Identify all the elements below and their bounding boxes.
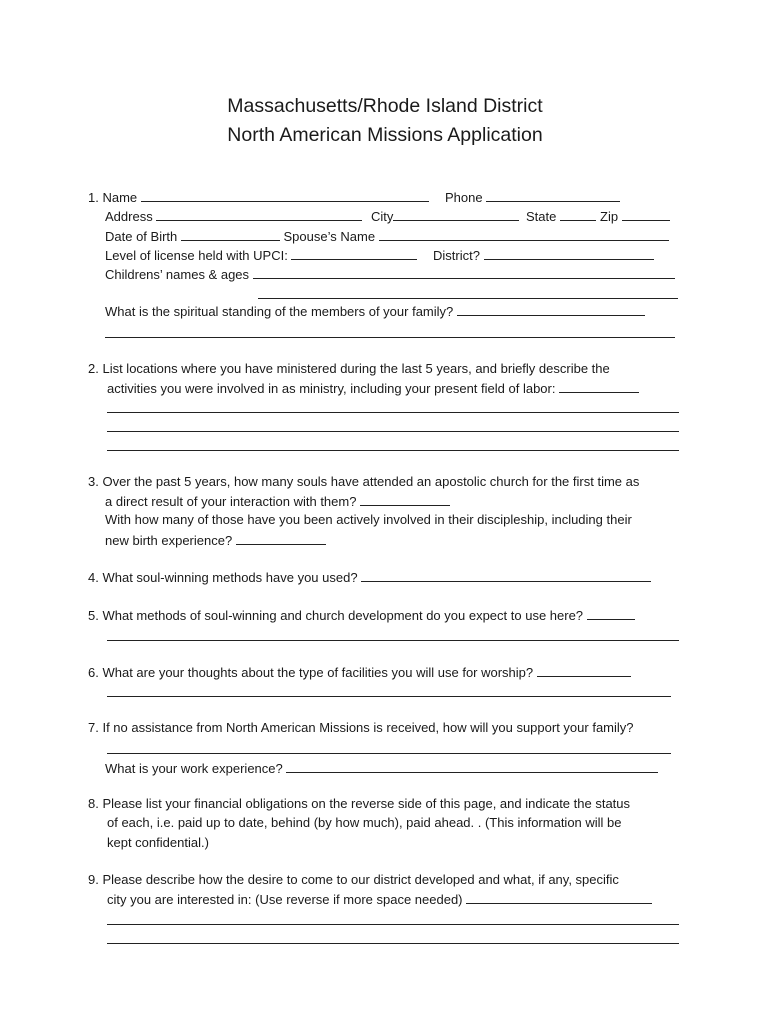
phone-label: Phone [445,190,483,205]
q2-field[interactable] [559,380,639,393]
city-field[interactable] [393,208,519,221]
q5-text: What methods of soul-winning and church development do you expect to use here? [102,608,584,623]
q7-line [88,720,634,736]
q8-line-2 [107,815,622,831]
q3-line-1 [88,474,639,490]
spiritual-label: What is the spiritual standing of the members of your family? [105,304,454,319]
q4-text: What soul-winning methods have you used? [102,570,358,585]
q2-answer-line-2[interactable] [107,431,679,432]
q2-number: 2. [88,361,99,376]
children-field-line-2[interactable] [258,298,678,299]
zip-field[interactable] [622,208,670,221]
q4-number: 4. [88,570,99,585]
q9-field[interactable] [466,891,652,904]
q6-number: 6. [88,665,99,680]
q2-answer-line-1[interactable] [107,412,679,413]
q5-line [88,607,635,624]
spouse-field[interactable] [379,228,669,241]
q5-number: 5. [88,608,99,623]
dob-field[interactable] [181,228,280,241]
q3-line-2 [105,493,450,510]
q5-answer-line[interactable] [107,640,679,641]
children-field[interactable] [253,266,675,279]
q4-field[interactable] [361,569,651,582]
q9-number: 9. [88,872,99,887]
q2-text-1: List locations where you have ministered during the last 5 years, and briefly describe the [102,361,610,376]
q9-line-2 [107,891,652,908]
name-field[interactable] [141,189,429,202]
q7-number: 7. [88,720,99,735]
state-field[interactable] [560,208,596,221]
q1-city-row [371,208,519,225]
spiritual-field-line-2[interactable] [105,337,675,338]
q3-line-4 [105,532,326,549]
q7-text: If no assistance from North American Missions is received, how will you support your family? [102,720,634,735]
q8-text-3: kept confidential.) [107,835,209,850]
q9-text-2: city you are interested in: (Use reverse if more space needed) [107,892,463,907]
q2-answer-line-3[interactable] [107,450,679,451]
district-label: District? [433,248,480,263]
address-field[interactable] [156,208,362,221]
q1-spiritual-row [105,303,645,320]
state-label: State [526,209,557,224]
q1-children-row [105,266,675,283]
q6-text: What are your thoughts about the type of facilities you will use for worship? [102,665,534,680]
dob-label: Date of Birth [105,229,178,244]
q3-line-3 [105,512,632,528]
q9-answer-line-1[interactable] [107,924,679,925]
q7-work-row [105,760,658,777]
q1-license-row [105,247,417,264]
q1-district-row [433,247,654,264]
q2-line-2 [107,380,639,397]
q1-phone-row [445,189,620,206]
q8-text-1: Please list your financial obligations on the reverse side of this page, and indicate the status [102,796,631,811]
q7-work-label: What is your work experience? [105,761,283,776]
q8-line-3 [107,835,209,851]
q7-work-field[interactable] [286,760,658,773]
form-title-line-2: North American Missions Application [227,124,543,146]
q5-field[interactable] [587,607,635,620]
q1-dob-row [105,228,669,245]
phone-field[interactable] [486,189,620,202]
spouse-label: Spouse’s Name [283,229,376,244]
q1-zip-row [600,208,670,225]
q1-state-row [526,208,596,225]
q8-text-2: of each, i.e. paid up to date, behind (by how much), paid ahead. . (This information will be [107,815,622,830]
q3-number: 3. [88,474,99,489]
q3-text-3: With how many of those have you been actively involved in their discipleship, including their [105,512,632,527]
license-label: Level of license held with UPCI: [105,248,288,263]
q8-number: 8. [88,796,99,811]
q9-text-1: Please describe how the desire to come to our district developed and what, if any, specific [102,872,619,887]
q2-text-2: activities you were involved in as ministry, including your present field of labor: [107,381,556,396]
form-title-line-1: Massachusetts/Rhode Island District [227,95,543,117]
q1-name-row [88,189,429,206]
q3-text-2: a direct result of your interaction with them? [105,494,357,509]
q6-line [88,664,631,681]
district-field[interactable] [484,247,654,260]
q2-line-1 [88,361,610,377]
q3-discipleship-field[interactable] [236,532,326,545]
name-label: Name [102,190,138,205]
children-label: Childrens’ names & ages [105,267,250,282]
q6-answer-line[interactable] [107,696,671,697]
q7-answer-line[interactable] [107,753,671,754]
q9-answer-line-2[interactable] [107,943,679,944]
q3-text-4: new birth experience? [105,533,233,548]
address-label: Address [105,209,153,224]
zip-label: Zip [600,209,619,224]
city-label: City [371,209,394,224]
license-field[interactable] [291,247,417,260]
q9-line-1 [88,872,619,888]
spiritual-field[interactable] [457,303,645,316]
q8-line-1 [88,796,630,812]
q4-line [88,569,651,586]
q3-souls-field[interactable] [360,493,450,506]
q6-field[interactable] [537,664,631,677]
q3-text-1: Over the past 5 years, how many souls have attended an apostolic church for the first time as [102,474,640,489]
q1-number: 1. [88,190,99,205]
q1-address-row [105,208,362,225]
